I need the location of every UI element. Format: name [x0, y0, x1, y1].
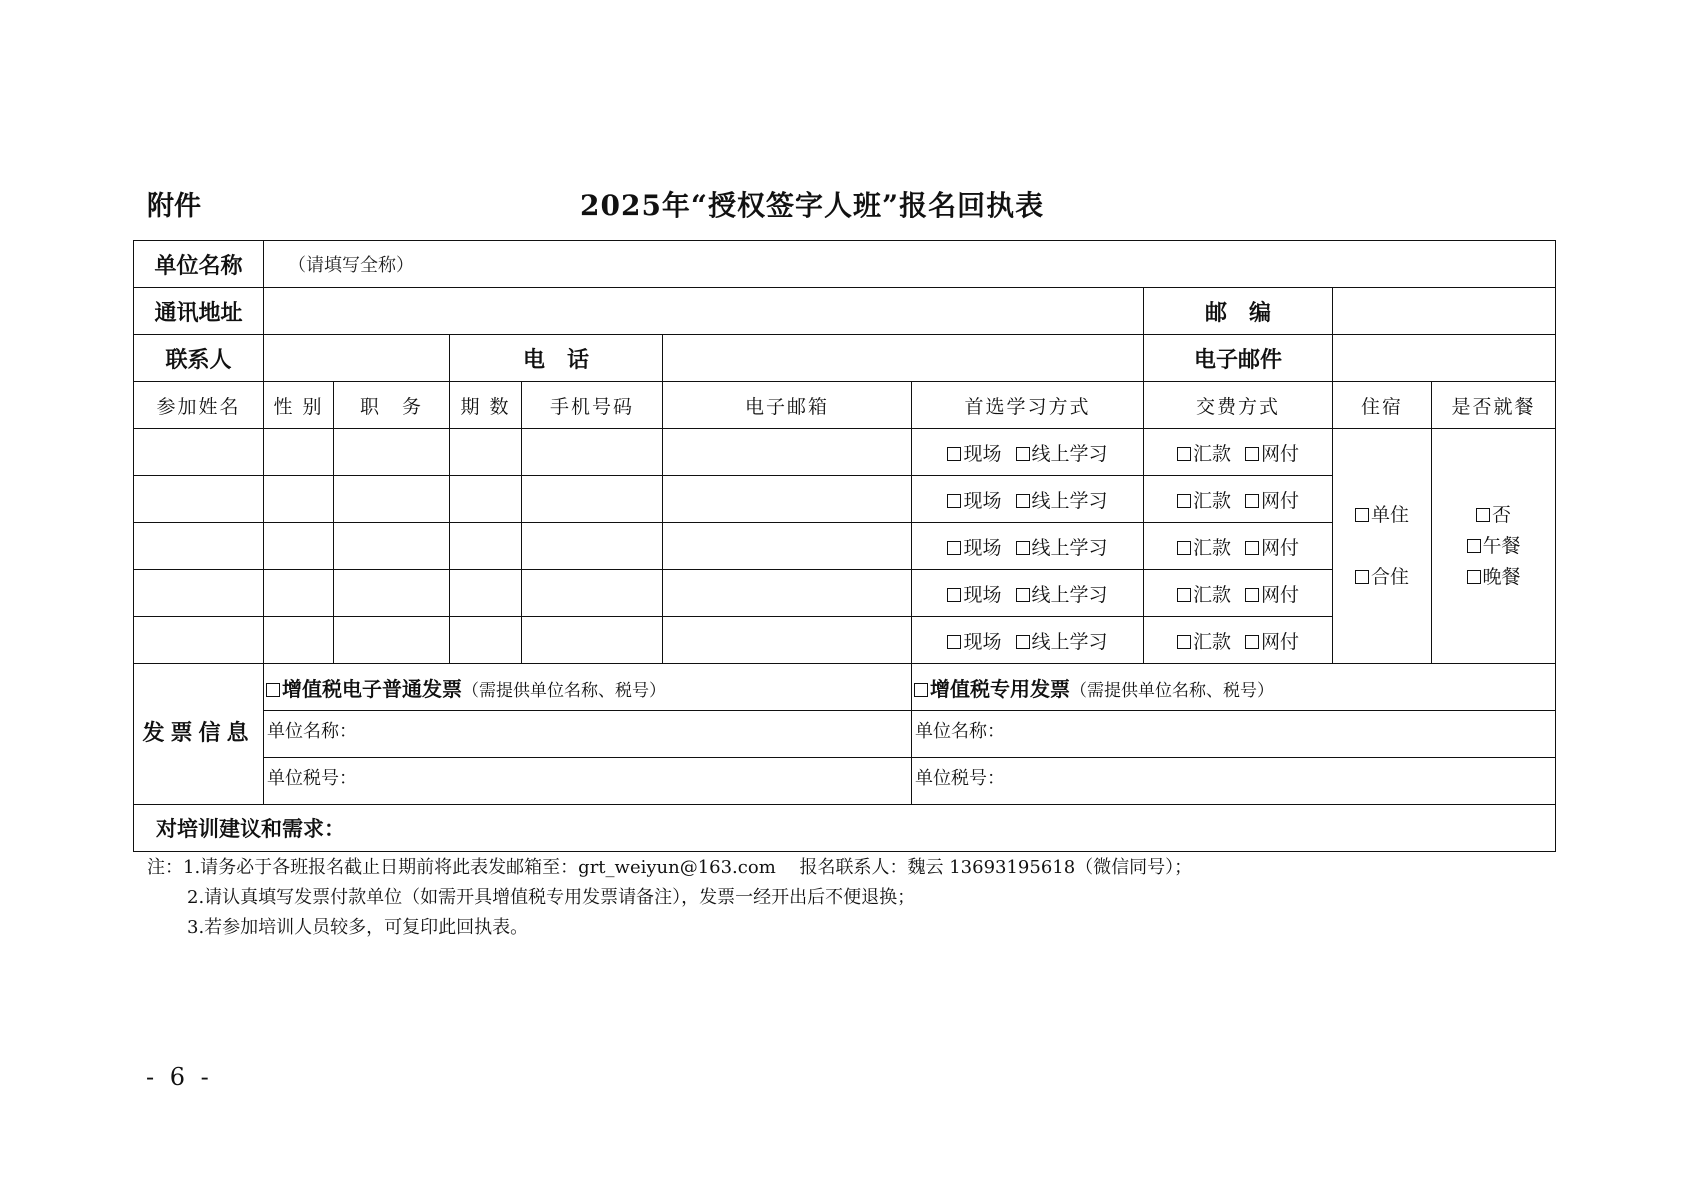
special-invoice-tax-field[interactable] [912, 758, 1556, 805]
study-onsite-label: 现场 [963, 442, 1002, 465]
payment-options [1144, 617, 1333, 664]
study-online-checkbox[interactable] [1016, 635, 1030, 649]
pay-transfer-label: 汇款 [1192, 583, 1231, 606]
col-lodging: 住宿 [1333, 382, 1432, 429]
zip-input[interactable] [1333, 288, 1556, 335]
pay-transfer-label: 汇款 [1192, 442, 1231, 465]
participant-position-cell[interactable] [334, 476, 450, 523]
pay-online-checkbox[interactable] [1245, 635, 1259, 649]
room-single-label: 单住 [1370, 503, 1409, 526]
payment-options [1144, 523, 1333, 570]
participant-gender-cell[interactable] [264, 476, 334, 523]
page-number: - 6 - [146, 1063, 213, 1091]
invoice-info-label: 发票信息 [134, 664, 264, 805]
zip-label: 邮 编 [1144, 288, 1333, 335]
room-shared-checkbox[interactable] [1355, 570, 1369, 584]
pay-online-checkbox[interactable] [1245, 494, 1259, 508]
meal-dinner-label: 晚餐 [1482, 565, 1521, 588]
invoice-special-title: 增值税专用发票 [930, 676, 1070, 701]
invoice-tax-row [134, 758, 1556, 805]
participant-gender-cell[interactable] [264, 523, 334, 570]
meal-lunch-checkbox[interactable] [1467, 539, 1481, 553]
col-study-mode: 首选学习方式 [912, 382, 1144, 429]
participant-session-cell[interactable] [450, 617, 522, 664]
lodging-options [1333, 429, 1432, 664]
footnote-2: 2.请认真填写发票付款单位（如需开具增值税专用发票请备注），发票一经开出后不便退换； [187, 887, 916, 908]
study-online-label: 线上学习 [1031, 489, 1108, 512]
study-onsite-checkbox[interactable] [947, 541, 961, 555]
study-online-checkbox[interactable] [1016, 447, 1030, 461]
pay-transfer-label: 汇款 [1192, 630, 1231, 653]
email-input[interactable] [1333, 335, 1556, 382]
registration-form-table [133, 240, 1556, 852]
study-onsite-checkbox[interactable] [947, 494, 961, 508]
general-invoice-tax-field[interactable] [264, 758, 912, 805]
col-payment: 交费方式 [1144, 382, 1333, 429]
address-row [134, 288, 1556, 335]
invoice-type-row [134, 664, 1556, 711]
footnotes [147, 853, 1192, 943]
room-shared-label: 合住 [1370, 565, 1409, 588]
participant-mobile-cell[interactable] [522, 429, 663, 476]
participant-mobile-cell[interactable] [522, 476, 663, 523]
pay-transfer-label: 汇款 [1192, 489, 1231, 512]
participant-name-cell[interactable] [134, 476, 264, 523]
col-gender: 性 别 [264, 382, 334, 429]
invoice-special-option [912, 664, 1556, 711]
study-online-label: 线上学习 [1031, 583, 1108, 606]
pay-transfer-checkbox[interactable] [1177, 447, 1191, 461]
study-onsite-label: 现场 [963, 583, 1002, 606]
pay-transfer-checkbox[interactable] [1177, 494, 1191, 508]
col-position: 职 务 [334, 382, 450, 429]
pay-online-checkbox[interactable] [1245, 588, 1259, 602]
participant-session-cell[interactable] [450, 429, 522, 476]
org-label: 单位名称 [134, 241, 264, 288]
participant-position-cell[interactable] [334, 570, 450, 617]
meal-options [1432, 429, 1556, 664]
study-mode-options [912, 570, 1144, 617]
participant-session-cell[interactable] [450, 476, 522, 523]
contact-input[interactable] [264, 335, 450, 382]
pay-online-checkbox[interactable] [1245, 447, 1259, 461]
meal-no-label: 否 [1492, 503, 1512, 526]
study-online-checkbox[interactable] [1016, 541, 1030, 555]
general-invoice-name-label: 单位名称： [267, 721, 357, 742]
study-mode-options [912, 523, 1144, 570]
address-input[interactable] [264, 288, 1144, 335]
participant-email-cell[interactable] [663, 617, 912, 664]
pay-online-label: 网付 [1261, 583, 1300, 606]
participant-position-cell[interactable] [334, 617, 450, 664]
email-label: 电子邮件 [1144, 335, 1333, 382]
invoice-general-title: 增值税电子普通发票 [282, 676, 462, 701]
footnote-3: 3.若参加培训人员较多，可复印此回执表。 [187, 917, 529, 938]
pay-transfer-checkbox[interactable] [1177, 635, 1191, 649]
room-single-checkbox[interactable] [1355, 508, 1369, 522]
pay-transfer-label: 汇款 [1192, 536, 1231, 559]
invoice-general-checkbox[interactable] [266, 683, 280, 697]
pay-online-label: 网付 [1261, 489, 1300, 512]
participant-session-cell[interactable] [450, 523, 522, 570]
study-onsite-label: 现场 [963, 536, 1002, 559]
contact-row [134, 335, 1556, 382]
study-onsite-checkbox[interactable] [947, 635, 961, 649]
participant-email-cell[interactable] [663, 570, 912, 617]
suggestions-row [134, 805, 1556, 852]
participant-session-cell[interactable] [450, 570, 522, 617]
special-invoice-name-label: 单位名称： [915, 721, 1005, 742]
participant-name-cell[interactable] [134, 523, 264, 570]
participant-name-cell[interactable] [134, 570, 264, 617]
study-online-label: 线上学习 [1031, 536, 1108, 559]
col-session: 期 数 [450, 382, 522, 429]
study-mode-options [912, 476, 1144, 523]
general-invoice-tax-label: 单位税号： [267, 768, 357, 789]
participant-position-cell[interactable] [334, 523, 450, 570]
suggestions-label: 对培训建议和需求： [156, 817, 345, 841]
participant-name-cell[interactable] [134, 617, 264, 664]
address-label: 通讯地址 [134, 288, 264, 335]
study-onsite-checkbox[interactable] [947, 588, 961, 602]
attachment-label: 附件 [147, 191, 201, 222]
invoice-special-checkbox[interactable] [914, 683, 928, 697]
column-header-row [134, 382, 1556, 429]
phone-label: 电 话 [450, 335, 663, 382]
study-online-label: 线上学习 [1031, 442, 1108, 465]
study-online-checkbox[interactable] [1016, 494, 1030, 508]
meal-lunch-label: 午餐 [1482, 534, 1521, 557]
general-invoice-name-field[interactable] [264, 711, 912, 758]
study-onsite-label: 现场 [963, 630, 1002, 653]
invoice-special-note: （需提供单位名称、税号） [1070, 680, 1274, 701]
participant-gender-cell[interactable] [264, 617, 334, 664]
pay-online-checkbox[interactable] [1245, 541, 1259, 555]
payment-options [1144, 429, 1333, 476]
study-mode-options [912, 617, 1144, 664]
study-mode-options [912, 429, 1144, 476]
payment-options [1144, 476, 1333, 523]
participant-name-cell[interactable] [134, 429, 264, 476]
participant-gender-cell[interactable] [264, 570, 334, 617]
phone-input[interactable] [663, 335, 1144, 382]
org-row [134, 241, 1556, 288]
contact-label: 联系人 [134, 335, 264, 382]
pay-online-label: 网付 [1261, 536, 1300, 559]
study-online-label: 线上学习 [1031, 630, 1108, 653]
meal-dinner-checkbox[interactable] [1467, 570, 1481, 584]
payment-options [1144, 570, 1333, 617]
participant-mobile-cell[interactable] [522, 617, 663, 664]
participant-mobile-cell[interactable] [522, 570, 663, 617]
participant-mobile-cell[interactable] [522, 523, 663, 570]
invoice-general-note: （需提供单位名称、税号） [462, 680, 666, 701]
study-online-checkbox[interactable] [1016, 588, 1030, 602]
pay-online-label: 网付 [1261, 442, 1300, 465]
participant-email-cell[interactable] [663, 476, 912, 523]
org-input[interactable] [264, 241, 1556, 288]
participant-email-cell[interactable] [663, 429, 912, 476]
invoice-general-option [264, 664, 912, 711]
participant-gender-cell[interactable] [264, 429, 334, 476]
meal-no-checkbox[interactable] [1476, 508, 1490, 522]
invoice-name-row [134, 711, 1556, 758]
special-invoice-name-field[interactable] [912, 711, 1556, 758]
study-onsite-checkbox[interactable] [947, 447, 961, 461]
pay-online-label: 网付 [1261, 630, 1300, 653]
pay-transfer-checkbox[interactable] [1177, 588, 1191, 602]
suggestions-field[interactable] [134, 805, 1556, 852]
pay-transfer-checkbox[interactable] [1177, 541, 1191, 555]
col-email: 电子邮箱 [663, 382, 912, 429]
footnote-1: 注：1.请务必于各班报名截止日期前将此表发邮箱至：grt_weiyun@163.com 报名联系人：魏云 13693195618（微信同号）； [147, 857, 1193, 878]
participant-position-cell[interactable] [334, 429, 450, 476]
org-hint: （请填写全称） [288, 255, 414, 276]
study-onsite-label: 现场 [963, 489, 1002, 512]
participant-row [134, 429, 1556, 476]
special-invoice-tax-label: 单位税号： [915, 768, 1005, 789]
col-mobile: 手机号码 [522, 382, 663, 429]
col-meal: 是否就餐 [1432, 382, 1556, 429]
col-name: 参加姓名 [134, 382, 264, 429]
participant-email-cell[interactable] [663, 523, 912, 570]
form-title: 2025年“授权签字人班”报名回执表 [580, 189, 1045, 222]
